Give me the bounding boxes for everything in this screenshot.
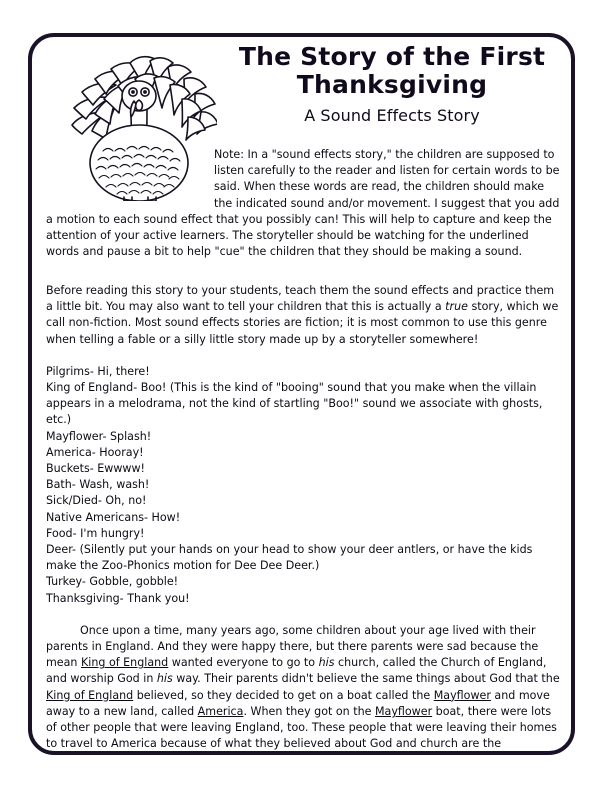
story-underline-mayflower-1: Mayflower <box>433 688 491 702</box>
list-item: Mayflower- Splash! <box>46 429 152 443</box>
story-part-4: way. Their parents didn't believe the same things about God that the <box>172 672 560 686</box>
list-item: Native Americans- How! <box>46 510 181 524</box>
page-title <box>212 43 572 100</box>
story-italic-his-1: his <box>318 656 335 670</box>
story-part-8: boat, there were lots of other people that were leaving England, too. These people that were leaving their homes to travel to America because of what they believed about God and church are the <box>46 704 557 751</box>
story-part-1: Once upon a time, many years ago, some children about your age lived with their parents in England. And they were happy there, but there parents were sad because the mean <box>46 623 539 670</box>
story-underline-king-of-england-2: King of England <box>46 688 134 702</box>
story-part-2: wanted everyone to go to <box>168 656 319 670</box>
story-underline-mayflower-2: Mayflower <box>374 704 433 718</box>
page-border-frame <box>28 33 575 755</box>
story-part-3: church, called the Church of England, and worship God in <box>46 656 547 686</box>
story-paragraph <box>46 623 564 753</box>
page-subtitle: A Sound Effects Story <box>304 105 480 125</box>
sound-effects-list <box>46 364 564 607</box>
intro-part-1: Before reading this story to your students, teach them the sound effects and practice them a little bit. You may also want to tell your children that this is actually a <box>46 284 555 314</box>
list-item: Thanksgiving- Thank you! <box>46 591 190 605</box>
intro-paragraph <box>46 283 564 348</box>
story-part-6: and move away to a new land, called <box>46 688 550 718</box>
list-item: Bath- Wash, wash! <box>46 478 150 492</box>
page-title-line-1: The Story of the First <box>238 42 546 71</box>
story-part-7: . When they got on the <box>243 704 375 718</box>
list-item: King of England- Boo! (This is the kind of "booing" sound that you make when the villain appears in a melodrama, not the kind of startling "Boo!" sound we associate with ghosts, etc.) <box>46 381 543 427</box>
intro-part-2: story, which we call non-fiction. Most sound effects stories are fiction; it is most common to use this genre when telling a fable or a silly little story made up by a storyteller somewhere! <box>46 300 559 346</box>
list-item: Sick/Died- Oh, no! <box>46 494 147 508</box>
story-underline-king-of-england-1: King of England <box>81 656 169 670</box>
turkey-text-wrap-spacer <box>46 147 214 211</box>
list-item: Turkey- Gobble, gobble! <box>46 575 179 589</box>
story-part-5: believed, so they decided to get on a boat called the <box>133 688 434 702</box>
list-item: America- Hooray! <box>46 445 144 459</box>
intro-italic-true: true <box>445 300 468 314</box>
note-text: Note: In a "sound effects story," the children are supposed to listen carefully to the reader and listen for certain words to be said. When these words are read, the children should make the indicated sound and/or movement. I suggest that you add a motion to each sound effect that you possibly can! This will help to capture and keep the attention of your active learners. The storyteller should be watching for the underlined words and pause a bit to help "cue" the children that they should be making a sound. <box>46 148 560 259</box>
page-title-line-2: Thanksgiving <box>296 70 488 100</box>
list-item: Buckets- Ewwww! <box>46 462 146 476</box>
list-item: Deer- (Silently put your hands on your head to show your deer antlers, or have the kids make the Zoo-Phonics motion for Dee Dee Deer.) <box>46 543 533 573</box>
title-block <box>212 43 572 125</box>
story-underline-america: America <box>197 704 244 718</box>
list-item: Food- I'm hungry! <box>46 526 145 540</box>
document-body <box>46 283 564 752</box>
list-item: Pilgrims- Hi, there! <box>46 364 150 378</box>
note-paragraph <box>46 147 564 260</box>
story-italic-his-2: his <box>156 672 173 686</box>
